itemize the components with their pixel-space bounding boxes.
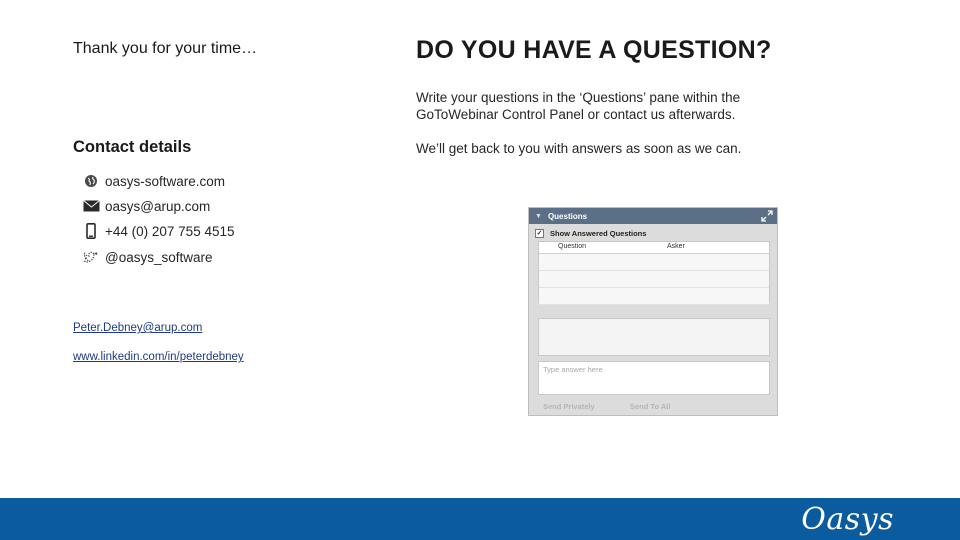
contact-email-text: oasys@arup.com — [105, 198, 211, 214]
thanks-text: Thank you for your time… — [73, 40, 258, 57]
questions-pane-header[interactable] — [529, 208, 777, 224]
answer-input[interactable]: Type answer here — [538, 361, 770, 395]
show-answered-label: Show Answered Questions — [550, 228, 647, 238]
table-row[interactable] — [539, 254, 769, 271]
table-row[interactable] — [539, 271, 769, 288]
collapse-triangle-icon[interactable]: ▼ — [535, 212, 542, 220]
questions-pane-title: Questions — [547, 211, 588, 221]
col-asker[interactable]: Asker — [667, 243, 685, 250]
page-title: DO YOU HAVE A QUESTION? — [416, 36, 772, 64]
contact-twitter — [82, 246, 213, 268]
question-detail-box — [538, 318, 770, 356]
linkedin-link[interactable]: www.linkedin.com/in/peterdebney — [73, 351, 244, 363]
contact-twitter-text: @oasys_software — [105, 249, 213, 265]
contact-heading: Contact details — [73, 138, 192, 156]
followup-paragraph: We’ll get back to you with answers as soon as we can. — [416, 141, 742, 156]
phone-icon — [82, 223, 100, 239]
questions-table-header — [539, 242, 769, 254]
table-row[interactable] — [539, 288, 769, 305]
expand-icon[interactable] — [761, 210, 773, 222]
send-to-all-button[interactable]: Send To All — [630, 402, 671, 411]
footer-bar — [0, 498, 960, 540]
contact-email — [82, 195, 210, 217]
col-question[interactable]: Question — [558, 243, 587, 250]
contact-phone — [82, 220, 234, 242]
envelope-icon — [82, 198, 100, 214]
email-link[interactable]: Peter.Debney@arup.com — [73, 322, 203, 334]
globe-icon — [82, 173, 100, 189]
show-answered-checkbox[interactable]: ✓ — [536, 229, 543, 237]
oasys-logo: Oasys — [801, 502, 894, 537]
questions-pane — [528, 207, 778, 416]
contact-phone-text: +44 (0) 207 755 4515 — [105, 223, 235, 239]
show-answered-row[interactable] — [535, 227, 646, 239]
instructions-paragraph: Write your questions in the ‘Questions’ pane within the GoToWebinar Control Panel or contact us afterwards. — [416, 90, 741, 122]
questions-table[interactable] — [538, 241, 770, 303]
send-privately-button[interactable]: Send Privately — [543, 402, 595, 411]
twitter-icon — [82, 249, 100, 265]
contact-website-text: oasys-software.com — [105, 173, 226, 189]
contact-website — [82, 170, 225, 192]
